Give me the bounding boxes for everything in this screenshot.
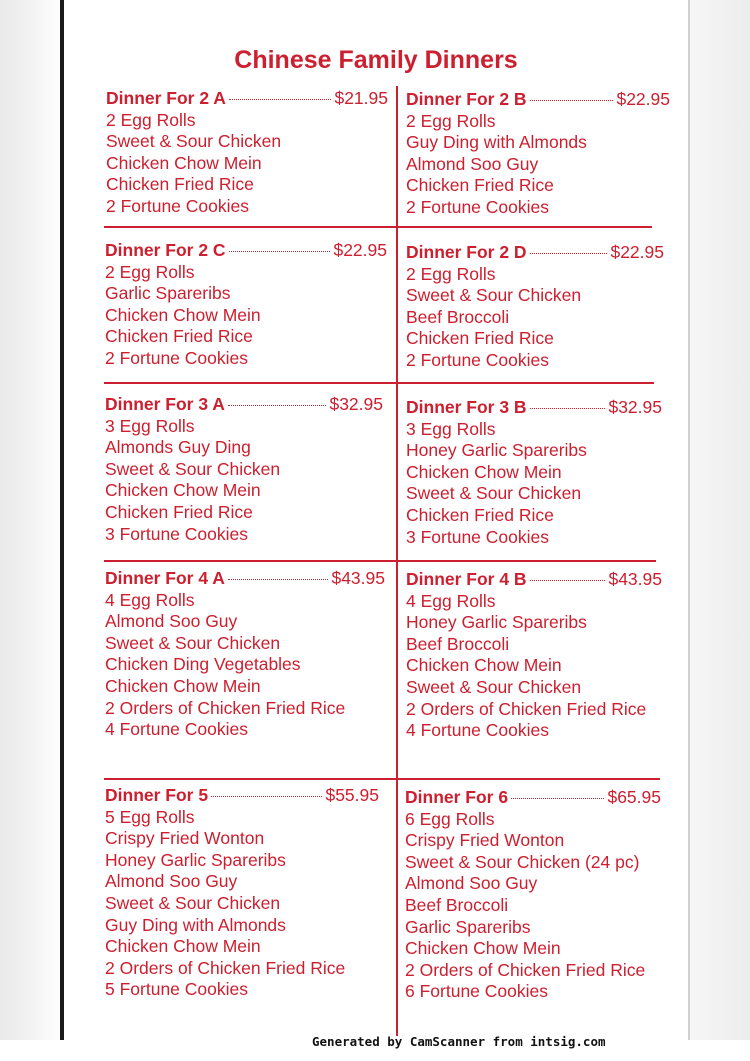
- menu-item: Crispy Fried Wonton: [105, 828, 265, 849]
- dinner-name: Dinner For 5: [105, 785, 209, 805]
- menu-item: Almond Soo Guy: [105, 871, 238, 892]
- menu-item: Sweet & Sour Chicken: [406, 285, 582, 306]
- menu-item: Beef Broccoli: [406, 306, 510, 327]
- menu-item: Beef Broccoli: [406, 633, 510, 654]
- dinner-price: $65.95: [607, 787, 661, 807]
- menu-item: Sweet & Sour Chicken (24 pc): [405, 851, 640, 872]
- menu-item: Chicken Chow Mein: [105, 675, 261, 696]
- menu-item: Chicken Fried Rice: [406, 328, 554, 349]
- menu-item: Almonds Guy Ding: [105, 437, 251, 458]
- menu-item: Chicken Fried Rice: [406, 175, 554, 196]
- dinner-header: [406, 569, 662, 591]
- menu-item: Almond Soo Guy: [105, 611, 238, 632]
- leader-dots: [211, 796, 322, 797]
- dinner-card: [406, 89, 670, 219]
- leader-dots: [530, 100, 614, 101]
- menu-item: 3 Egg Rolls: [406, 418, 496, 439]
- menu-item: 2 Orders of Chicken Fried Rice: [406, 698, 647, 719]
- dinner-name: Dinner For 2 C: [105, 240, 226, 260]
- menu-item: 2 Fortune Cookies: [106, 195, 249, 216]
- menu-item: 2 Egg Rolls: [406, 110, 496, 131]
- menu-item: 3 Fortune Cookies: [105, 523, 248, 544]
- dinner-price: $43.95: [608, 569, 662, 589]
- dinner-price: $55.95: [325, 785, 379, 805]
- menu-item: 4 Fortune Cookies: [105, 719, 248, 740]
- menu-item: Almond Soo Guy: [406, 153, 539, 174]
- dinner-card: [105, 785, 379, 1001]
- menu-item: Chicken Fried Rice: [105, 501, 253, 522]
- menu-item: Sweet & Sour Chicken: [105, 892, 281, 913]
- dinner-price: $22.95: [616, 89, 670, 109]
- menu-item: Honey Garlic Spareribs: [105, 849, 286, 870]
- leader-dots: [530, 253, 608, 254]
- dinner-header: [105, 240, 387, 262]
- menu-item: Beef Broccoli: [405, 894, 509, 915]
- dinner-name: Dinner For 4 B: [406, 569, 527, 589]
- menu-item: Sweet & Sour Chicken: [105, 632, 281, 653]
- leader-dots: [229, 251, 331, 252]
- dinner-price: $43.95: [331, 568, 385, 588]
- menu-item: 5 Fortune Cookies: [105, 979, 248, 1000]
- menu-item: Sweet & Sour Chicken: [105, 458, 281, 479]
- menu-item: 2 Egg Rolls: [105, 261, 195, 282]
- menu-item: 2 Fortune Cookies: [105, 347, 248, 368]
- menu-item: Chicken Fried Rice: [106, 174, 254, 195]
- dinner-header: [406, 242, 664, 264]
- dinner-header: [105, 394, 383, 416]
- dinner-price: $22.95: [610, 242, 664, 262]
- dinner-card: [406, 242, 664, 372]
- dinner-card: [105, 394, 383, 545]
- dinner-price: $22.95: [333, 240, 387, 260]
- menu-item: 6 Fortune Cookies: [405, 981, 548, 1002]
- row-divider-4: [104, 778, 660, 780]
- dinner-name: Dinner For 3 B: [406, 397, 527, 417]
- dinner-price: $32.95: [329, 394, 383, 414]
- row-divider-1: [104, 226, 652, 228]
- leader-dots: [530, 408, 606, 409]
- menu-item: Honey Garlic Spareribs: [406, 440, 587, 461]
- dinner-header: [406, 397, 662, 419]
- leader-dots: [530, 580, 606, 581]
- menu-item: Chicken Ding Vegetables: [105, 654, 301, 675]
- leader-dots: [229, 99, 332, 100]
- leader-dots: [511, 798, 604, 799]
- dinner-price: $32.95: [608, 397, 662, 417]
- menu-item: Sweet & Sour Chicken: [106, 131, 282, 152]
- dinner-header: [106, 88, 388, 110]
- menu-page: [64, 0, 688, 1040]
- dinner-name: Dinner For 3 A: [105, 394, 225, 414]
- menu-item: 2 Fortune Cookies: [406, 349, 549, 370]
- menu-item: 2 Orders of Chicken Fried Rice: [105, 957, 346, 978]
- menu-item: Garlic Spareribs: [405, 916, 531, 937]
- dinner-price: $21.95: [334, 88, 388, 108]
- dinner-header: [405, 787, 661, 809]
- menu-item: Chicken Fried Rice: [406, 504, 554, 525]
- dinner-name: Dinner For 2 A: [106, 88, 226, 108]
- menu-item: Sweet & Sour Chicken: [406, 676, 582, 697]
- menu-item: Chicken Chow Mein: [405, 938, 561, 959]
- menu-item: 2 Egg Rolls: [106, 109, 196, 130]
- dinner-card: [406, 397, 662, 548]
- dinner-header: [406, 89, 670, 111]
- leader-dots: [228, 579, 329, 580]
- leader-dots: [228, 405, 327, 406]
- menu-item: 4 Egg Rolls: [105, 589, 195, 610]
- menu-item: 4 Fortune Cookies: [406, 720, 549, 741]
- menu-item: Chicken Chow Mein: [406, 461, 562, 482]
- dinner-name: Dinner For 2 D: [406, 242, 527, 262]
- menu-item: 2 Egg Rolls: [406, 263, 496, 284]
- menu-item: Garlic Spareribs: [105, 283, 231, 304]
- menu-item: Chicken Chow Mein: [105, 480, 261, 501]
- menu-item: Chicken Chow Mein: [406, 655, 562, 676]
- dinner-card: [406, 569, 662, 742]
- menu-item: 6 Egg Rolls: [405, 808, 495, 829]
- dinner-card: [106, 88, 388, 218]
- scan-left-margin: [0, 0, 64, 1040]
- menu-item: Guy Ding with Almonds: [105, 914, 286, 935]
- menu-item: 4 Egg Rolls: [406, 590, 496, 611]
- page-title: Chinese Family Dinners: [234, 46, 518, 74]
- menu-item: 3 Egg Rolls: [105, 415, 195, 436]
- menu-item: Crispy Fried Wonton: [405, 830, 565, 851]
- menu-item: 5 Egg Rolls: [105, 806, 195, 827]
- dinner-header: [105, 568, 385, 590]
- menu-item: Chicken Fried Rice: [105, 326, 253, 347]
- dinner-card: [105, 240, 387, 370]
- menu-item: 2 Fortune Cookies: [406, 196, 549, 217]
- menu-item: Chicken Chow Mein: [105, 304, 261, 325]
- menu-item: 2 Orders of Chicken Fried Rice: [405, 959, 646, 980]
- dinner-card: [105, 568, 385, 741]
- menu-item: Guy Ding with Almonds: [406, 132, 587, 153]
- dinner-header: [105, 785, 379, 807]
- menu-item: 2 Orders of Chicken Fried Rice: [105, 697, 346, 718]
- scanner-footer: Generated by CamScanner from intsig.com: [312, 1034, 606, 1049]
- menu-item: Chicken Chow Mein: [105, 936, 261, 957]
- dinner-name: Dinner For 6: [405, 787, 509, 807]
- row-divider-3: [104, 560, 656, 562]
- menu-item: Almond Soo Guy: [405, 873, 538, 894]
- menu-item: 3 Fortune Cookies: [406, 526, 549, 547]
- row-divider-2: [104, 382, 654, 384]
- menu-item: Honey Garlic Spareribs: [406, 612, 587, 633]
- menu-item: Chicken Chow Mein: [106, 152, 262, 173]
- dinner-card: [405, 787, 661, 1003]
- dinner-name: Dinner For 4 A: [105, 568, 225, 588]
- menu-item: Sweet & Sour Chicken: [406, 483, 582, 504]
- scan-right-margin: [688, 0, 750, 1040]
- dinner-name: Dinner For 2 B: [406, 89, 527, 109]
